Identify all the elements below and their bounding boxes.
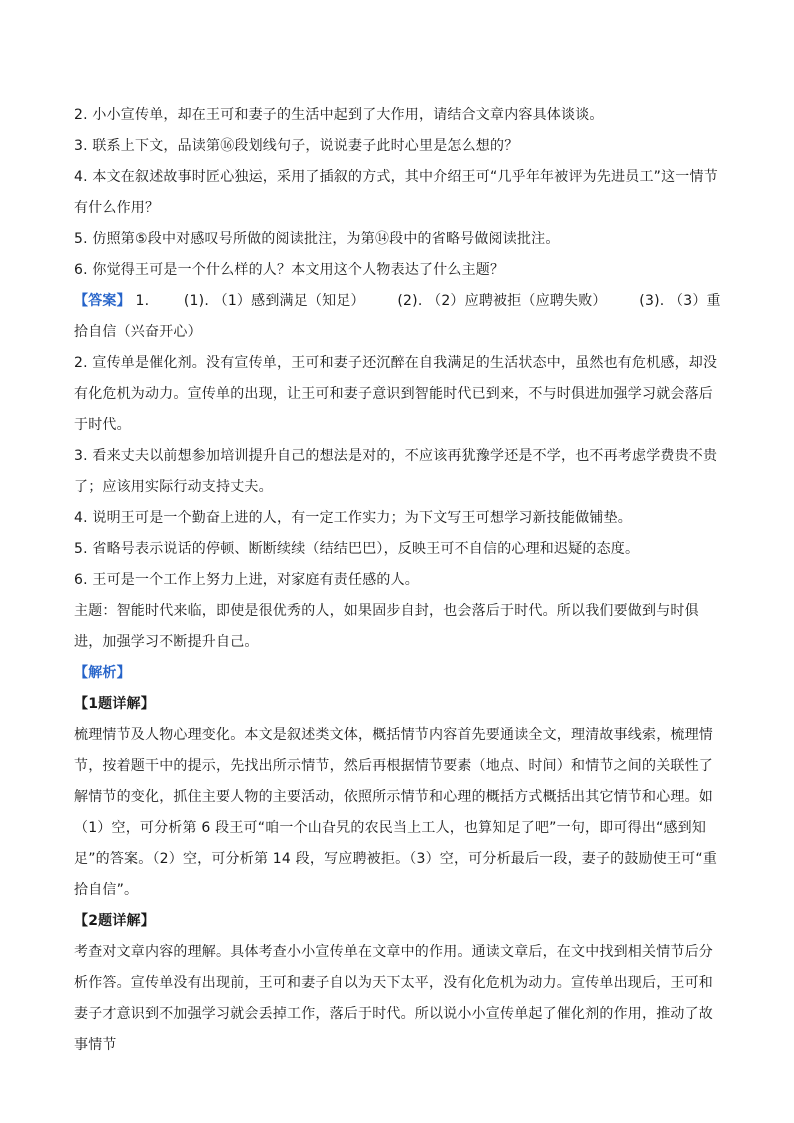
answer-item-3: 3. 看来丈夫以前想参加培训提升自己的想法是对的，不应该再犹豫学还是不学，也不再考虑学费贵不贵了；应该用实际行动支持丈夫。	[74, 448, 718, 495]
detail-2-body: 考查对文章内容的理解。具体考查小小宣传单在文章中的作用。通读文章后，在文中找到相关情节后分析作答。宣传单没有出现前，王可和妻子自以为天下太平，没有化危机为动力。宣传单出现后，王可和妻子才意识到不加强学习就会丢掉工作，落后于时代。所以说小小宣传单起了催化剂的作用，推动了故事情节	[74, 944, 713, 1053]
question-6: 6. 你觉得王可是一个什么样的人？本文用这个人物表达了什么主题？	[74, 262, 505, 278]
answer-1-number: 1.	[135, 293, 150, 309]
detail-1-title: 【1题详解】	[74, 696, 155, 712]
answer-item-1	[74, 286, 722, 348]
detail-2-title: 【2题详解】	[74, 913, 155, 929]
answer-1-blank-3: (3). （3）重拾自信（兴奋开心）	[74, 293, 721, 340]
analysis-tag: 【解析】	[74, 665, 131, 681]
answer-1-blank-2: (2). （2）应聘被拒（应聘失败）	[397, 293, 607, 309]
answer-item-4: 4. 说明王可是一个勤奋上进的人，有一定工作实力；为下文写王可想学习新技能做铺垫。	[74, 510, 633, 526]
question-3: 3. 联系上下文，品读第⑯段划线句子，说说妻子此时心里是怎么想的？	[74, 138, 519, 154]
document-content	[74, 100, 722, 1061]
answer-theme: 主题：智能时代来临，即使是很优秀的人，如果固步自封，也会落后于时代。所以我们要做到与时俱进，加强学习不断提升自己。	[74, 603, 699, 650]
answer-item-2: 2. 宣传单是催化剂。没有宣传单，王可和妻子还沉醉在自我满足的生活状态中，虽然也有危机感，却没有化危机为动力。宣传单的出现，让王可和妻子意识到智能时代已到来，不与时俱进加强学习就会落后于时代。	[74, 355, 718, 433]
answer-tag: 【答案】	[74, 293, 131, 309]
question-4: 4. 本文在叙述故事时匠心独运，采用了插叙的方式，其中介绍王可“几乎年年被评为先进员工”这一情节有什么作用？	[74, 169, 718, 216]
answer-item-5: 5. 省略号表示说话的停顿、断断续续（结结巴巴），反映王可不自信的心理和迟疑的态度。	[74, 541, 640, 557]
answer-1-blank-1: (1). （1）感到满足（知足）	[183, 293, 365, 309]
answer-item-6: 6. 王可是一个工作上努力上进，对家庭有责任感的人。	[74, 572, 420, 588]
question-2: 2. 小小宣传单，却在王可和妻子的生活中起到了大作用，请结合文章内容具体谈谈。	[74, 107, 604, 123]
detail-1-body: 梳理情节及人物心理变化。本文是叙述类文体，概括情节内容首先要通读全文，理清故事线索，梳理情节，按着题干中的提示，先找出所示情节，然后再根据情节要素（地点、时间）和情节之间的关联性了解情节的变化，抓住主要人物的主要活动，依照所示情节和心理的概括方式概括出其它情节和心理。如（1）空，可分析第 6 段王可“咱一个山旮旯的农民当上工人，也算知足了吧”一句，即可得出“感到知足”的答案。（2）空，可分析第 14 段，写应聘被拒。（3）空，可分析最后一段，妻子的鼓励使王可“重拾自信”。	[74, 727, 718, 898]
question-5: 5. 仿照第⑤段中对感叹号所做的阅读批注，为第⑭段中的省略号做阅读批注。	[74, 231, 560, 247]
